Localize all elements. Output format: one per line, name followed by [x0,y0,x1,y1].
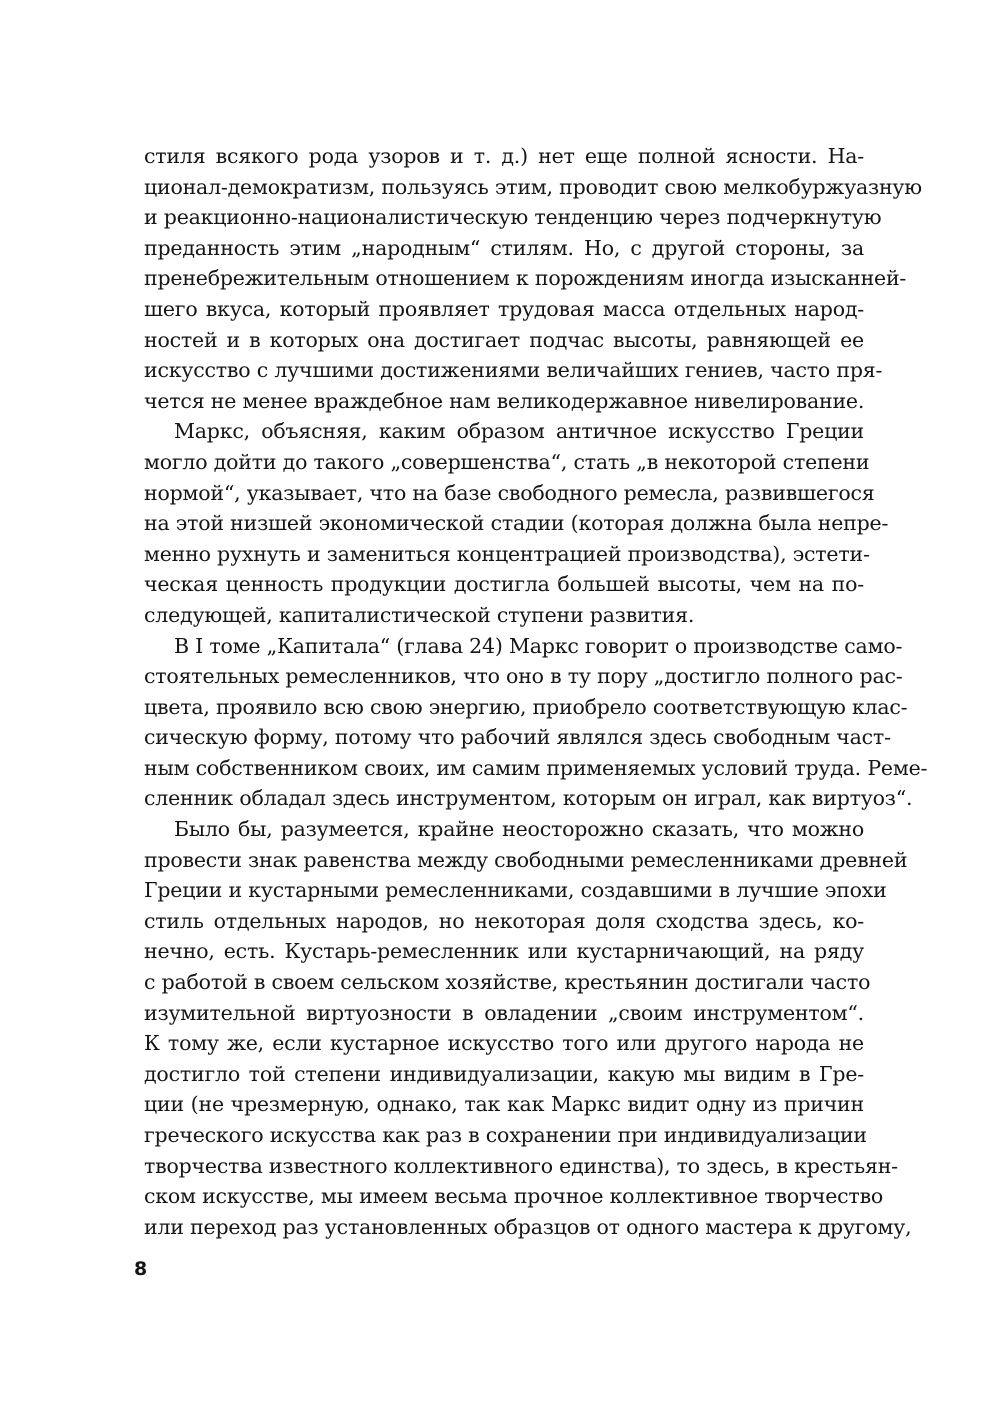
text-line: на этой низшей экономической стадии (которая должна была непре- [144,511,889,536]
text-line: ностей и в которых она достигает подчас высоты, равняющей ее [144,327,864,352]
text-line: ным собственником своих, им самим применяемых условий труда. Реме- [144,755,928,780]
text-line: ческая ценность продукции достигла большей высоты, чем на по- [144,572,864,597]
paragraph-last-line: следующей, капиталистической ступени развития. [144,602,695,627]
text-line: достигло той степени индивидуализации, какую мы видим в Гре- [144,1061,864,1086]
text-line: шего вкуса, который проявляет трудовая масса отдельных народ- [144,296,864,321]
text-line: изумительной виртуозности в овладении „своим инструментом“. [144,1000,864,1025]
text-line: цвета, проявило всю свою энергию, приобрело соответствующую клас- [144,694,908,719]
text-line: или переход раз установленных образцов от одного мастера к другому, [144,1214,912,1239]
text-line: провести знак равенства между свободными ремесленниками древней [144,847,908,872]
text-line: стоятельных ремесленников, что оно в ту пору „достигло полного рас- [144,664,903,689]
text-line: греческого искусства как раз в сохранении при индивидуализации [144,1123,867,1147]
text-line: могло дойти до такого „совершенства“, стать „в некоторой степени [144,449,870,474]
text-line: нечно, есть. Кустарь-ремесленник или кустарничающий, на ряду [144,939,864,964]
page-number: 8 [134,1258,148,1280]
text-line: и реакционно-националистическую тенденцию через подчеркнутую [144,205,882,230]
text-line: преданность этим „народным“ стилям. Но, с другой стороны, за [144,235,864,260]
text-line: менно рухнуть и замениться концентрацией производства), эстети- [144,541,870,566]
text-line: стиль отдельных народов, но некоторая доля сходства здесь, ко- [144,908,864,933]
text-line: ции (не чрезмерную, однако, так как Маркс видит одну из причин [144,1092,864,1117]
text-line: сленник обладал здесь инструментом, которым он играл, как виртуоз“. [144,786,913,811]
paragraph-first-line: Было бы, разумеется, крайне неосторожно сказать, что можно [174,817,864,842]
text-line: сическую форму, потому что рабочий являлся здесь свободным част- [144,725,891,750]
text-line: нормой“, указывает, что на базе свободного ремесла, развившегося [144,480,875,505]
text-line: ционал-демократизм, пользуясь этим, проводит свою мелкобуржуазную [144,174,922,199]
text-line: творчества известного коллективного единства), то здесь, в крестьян- [144,1153,898,1178]
text-line: чется не менее враждебное нам великодержавное нивелирование. [144,388,865,413]
paragraph-first-line: В I томе „Капитала“ (глава 24) Маркс говорит о производстве само- [174,633,903,658]
text-line: искусство с лучшими достижениями величайших гениев, часто пря- [144,358,883,383]
text-line: пренебрежительным отношением к порождениям иногда изысканней- [144,266,907,291]
text-line: стиля всякого рода узоров и т. д.) нет еще полной ясности. На- [144,144,864,168]
text-line: ском искусстве, мы имеем весьма прочное коллективное творчество [144,1184,884,1209]
paragraph-first-line: Маркс, объясняя, каким образом античное искусство Греции [174,419,864,444]
page-body [144,141,928,1242]
text-line: К тому же, если кустарное искусство того или другого народа не [144,1031,864,1056]
text-line: с работой в своем сельском хозяйстве, крестьянин достигали часто [144,970,871,995]
text-line: Греции и кустарными ремесленниками, создавшими в лучшие эпохи [144,878,887,903]
